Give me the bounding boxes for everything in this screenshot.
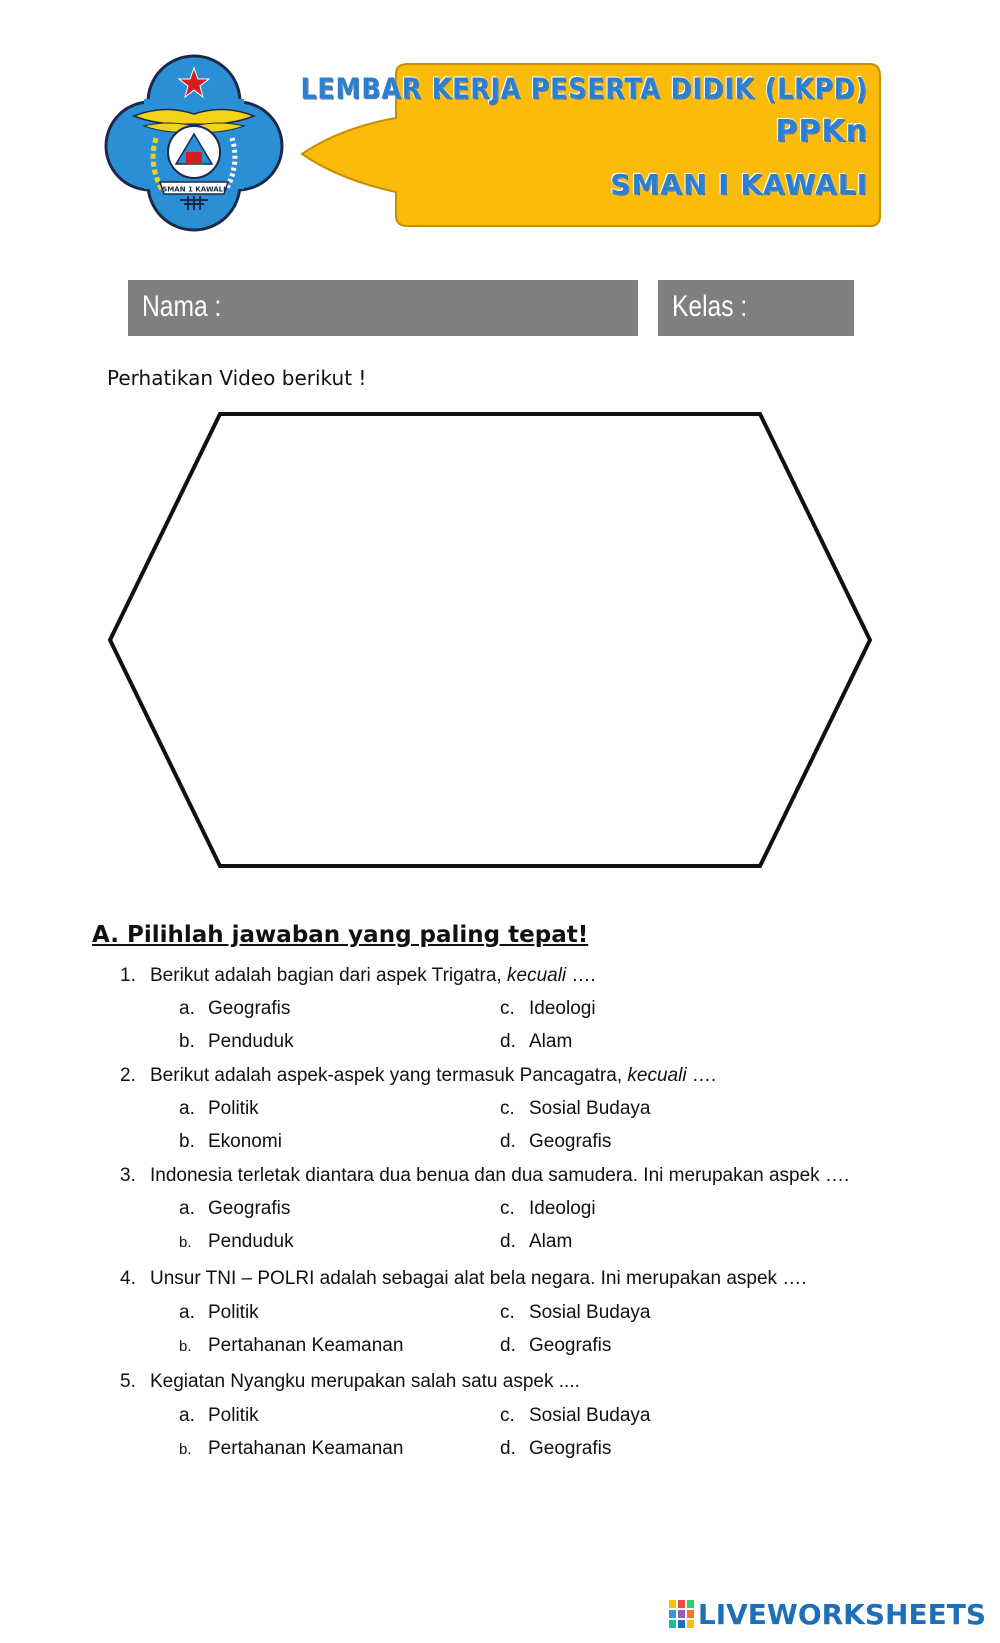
question-2 (120, 1065, 716, 1087)
option-1d[interactable] (500, 1031, 572, 1053)
option-2b[interactable] (179, 1131, 282, 1153)
option-letter: d. (500, 1231, 516, 1252)
option-3d[interactable] (500, 1231, 572, 1253)
question-number: 4. (120, 1268, 136, 1289)
option-letter: b. (179, 1441, 192, 1458)
option-text: Penduduk (208, 1231, 294, 1252)
option-1b[interactable] (179, 1031, 294, 1053)
option-letter: a. (179, 1198, 195, 1219)
option-3c[interactable] (500, 1198, 596, 1220)
liveworksheets-brand[interactable] (669, 1596, 986, 1632)
option-text: Alam (529, 1031, 573, 1052)
brand-text: LIVEWORKSHEETS (697, 1597, 986, 1631)
option-letter: a. (179, 1302, 195, 1323)
option-letter: b. (179, 1338, 192, 1355)
option-5c[interactable] (500, 1405, 650, 1427)
question-text: Kegiatan Nyangku merupakan salah satu aspek .... (150, 1371, 580, 1392)
banner-school: SMAN I KAWALI (610, 168, 868, 201)
option-text: Politik (208, 1098, 259, 1119)
option-1a[interactable] (179, 998, 290, 1020)
option-text: Geografis (529, 1335, 612, 1356)
question-3 (120, 1165, 849, 1187)
option-letter: b. (179, 1234, 192, 1251)
option-2c[interactable] (500, 1098, 650, 1120)
question-text: Berikut adalah bagian dari aspek Trigatra, (150, 965, 507, 986)
option-letter: c. (500, 1198, 515, 1219)
option-letter: d. (500, 1438, 516, 1459)
option-letter: c. (500, 1405, 515, 1426)
option-letter: a. (179, 998, 195, 1019)
liveworksheets-logo-icon (669, 1600, 695, 1628)
instruction-text: Perhatikan Video berikut ! (107, 366, 367, 390)
question-number: 5. (120, 1371, 136, 1392)
option-letter: c. (500, 998, 515, 1019)
banner-title: LEMBAR KERJA PESERTA DIDIK (LKPD) (300, 72, 868, 106)
option-5a[interactable] (179, 1405, 259, 1427)
question-4 (120, 1268, 807, 1290)
option-1c[interactable] (500, 998, 596, 1020)
option-2a[interactable] (179, 1098, 259, 1120)
option-text: Geografis (529, 1131, 612, 1152)
question-emphasis: kecuali (507, 965, 567, 986)
banner-subject: PPKn (775, 114, 868, 149)
name-field-label: Nama : (142, 290, 222, 323)
option-text: Sosial Budaya (529, 1302, 651, 1323)
option-text: Geografis (208, 998, 291, 1019)
option-text: Geografis (529, 1438, 612, 1459)
option-text: Geografis (208, 1198, 291, 1219)
option-letter: b. (179, 1131, 195, 1152)
video-frame[interactable] (104, 410, 876, 870)
option-4b[interactable] (179, 1335, 403, 1357)
question-number: 2. (120, 1065, 136, 1086)
question-emphasis: kecuali (627, 1065, 687, 1086)
question-5 (120, 1371, 580, 1393)
option-5d[interactable] (500, 1438, 611, 1460)
option-text: Alam (529, 1231, 573, 1252)
section-title: A. Pilihlah jawaban yang paling tepat! (92, 922, 589, 948)
option-letter: a. (179, 1405, 195, 1426)
question-suffix: …. (686, 1065, 717, 1086)
option-letter: a. (179, 1098, 195, 1119)
option-4d[interactable] (500, 1335, 611, 1357)
school-logo (104, 54, 284, 234)
option-letter: c. (500, 1098, 515, 1119)
class-field-label: Kelas : (672, 290, 748, 323)
option-2d[interactable] (500, 1131, 611, 1153)
question-text: Unsur TNI – POLRI adalah sebagai alat bela negara. Ini merupakan aspek …. (150, 1268, 807, 1289)
option-text: Penduduk (208, 1031, 294, 1052)
option-text: Politik (208, 1302, 259, 1323)
option-letter: c. (500, 1302, 515, 1323)
option-text: Pertahanan Keamanan (208, 1335, 404, 1356)
question-number: 3. (120, 1165, 136, 1186)
option-letter: b. (179, 1031, 195, 1052)
option-3b[interactable] (179, 1231, 294, 1253)
logo-caption: SMAN 1 KAWALI (162, 185, 226, 194)
option-text: Politik (208, 1405, 259, 1426)
question-suffix: …. (566, 965, 596, 986)
option-4a[interactable] (179, 1302, 259, 1324)
question-number: 1. (120, 965, 136, 986)
option-letter: d. (500, 1131, 516, 1152)
class-field[interactable] (658, 280, 854, 336)
question-text: Indonesia terletak diantara dua benua dan dua samudera. Ini merupakan aspek …. (150, 1165, 850, 1186)
option-letter: d. (500, 1031, 516, 1052)
question-text: Berikut adalah aspek-aspek yang termasuk Pancagatra, (150, 1065, 628, 1086)
option-text: Sosial Budaya (529, 1098, 651, 1119)
option-letter: d. (500, 1335, 516, 1356)
question-1 (120, 965, 596, 987)
option-text: Sosial Budaya (529, 1405, 651, 1426)
name-field[interactable] (128, 280, 638, 336)
header-banner (300, 62, 882, 230)
option-5b[interactable] (179, 1438, 403, 1460)
option-4c[interactable] (500, 1302, 650, 1324)
option-text: Ideologi (529, 1198, 596, 1219)
option-3a[interactable] (179, 1198, 290, 1220)
option-text: Pertahanan Keamanan (208, 1438, 404, 1459)
option-text: Ekonomi (208, 1131, 282, 1152)
option-text: Ideologi (529, 998, 596, 1019)
